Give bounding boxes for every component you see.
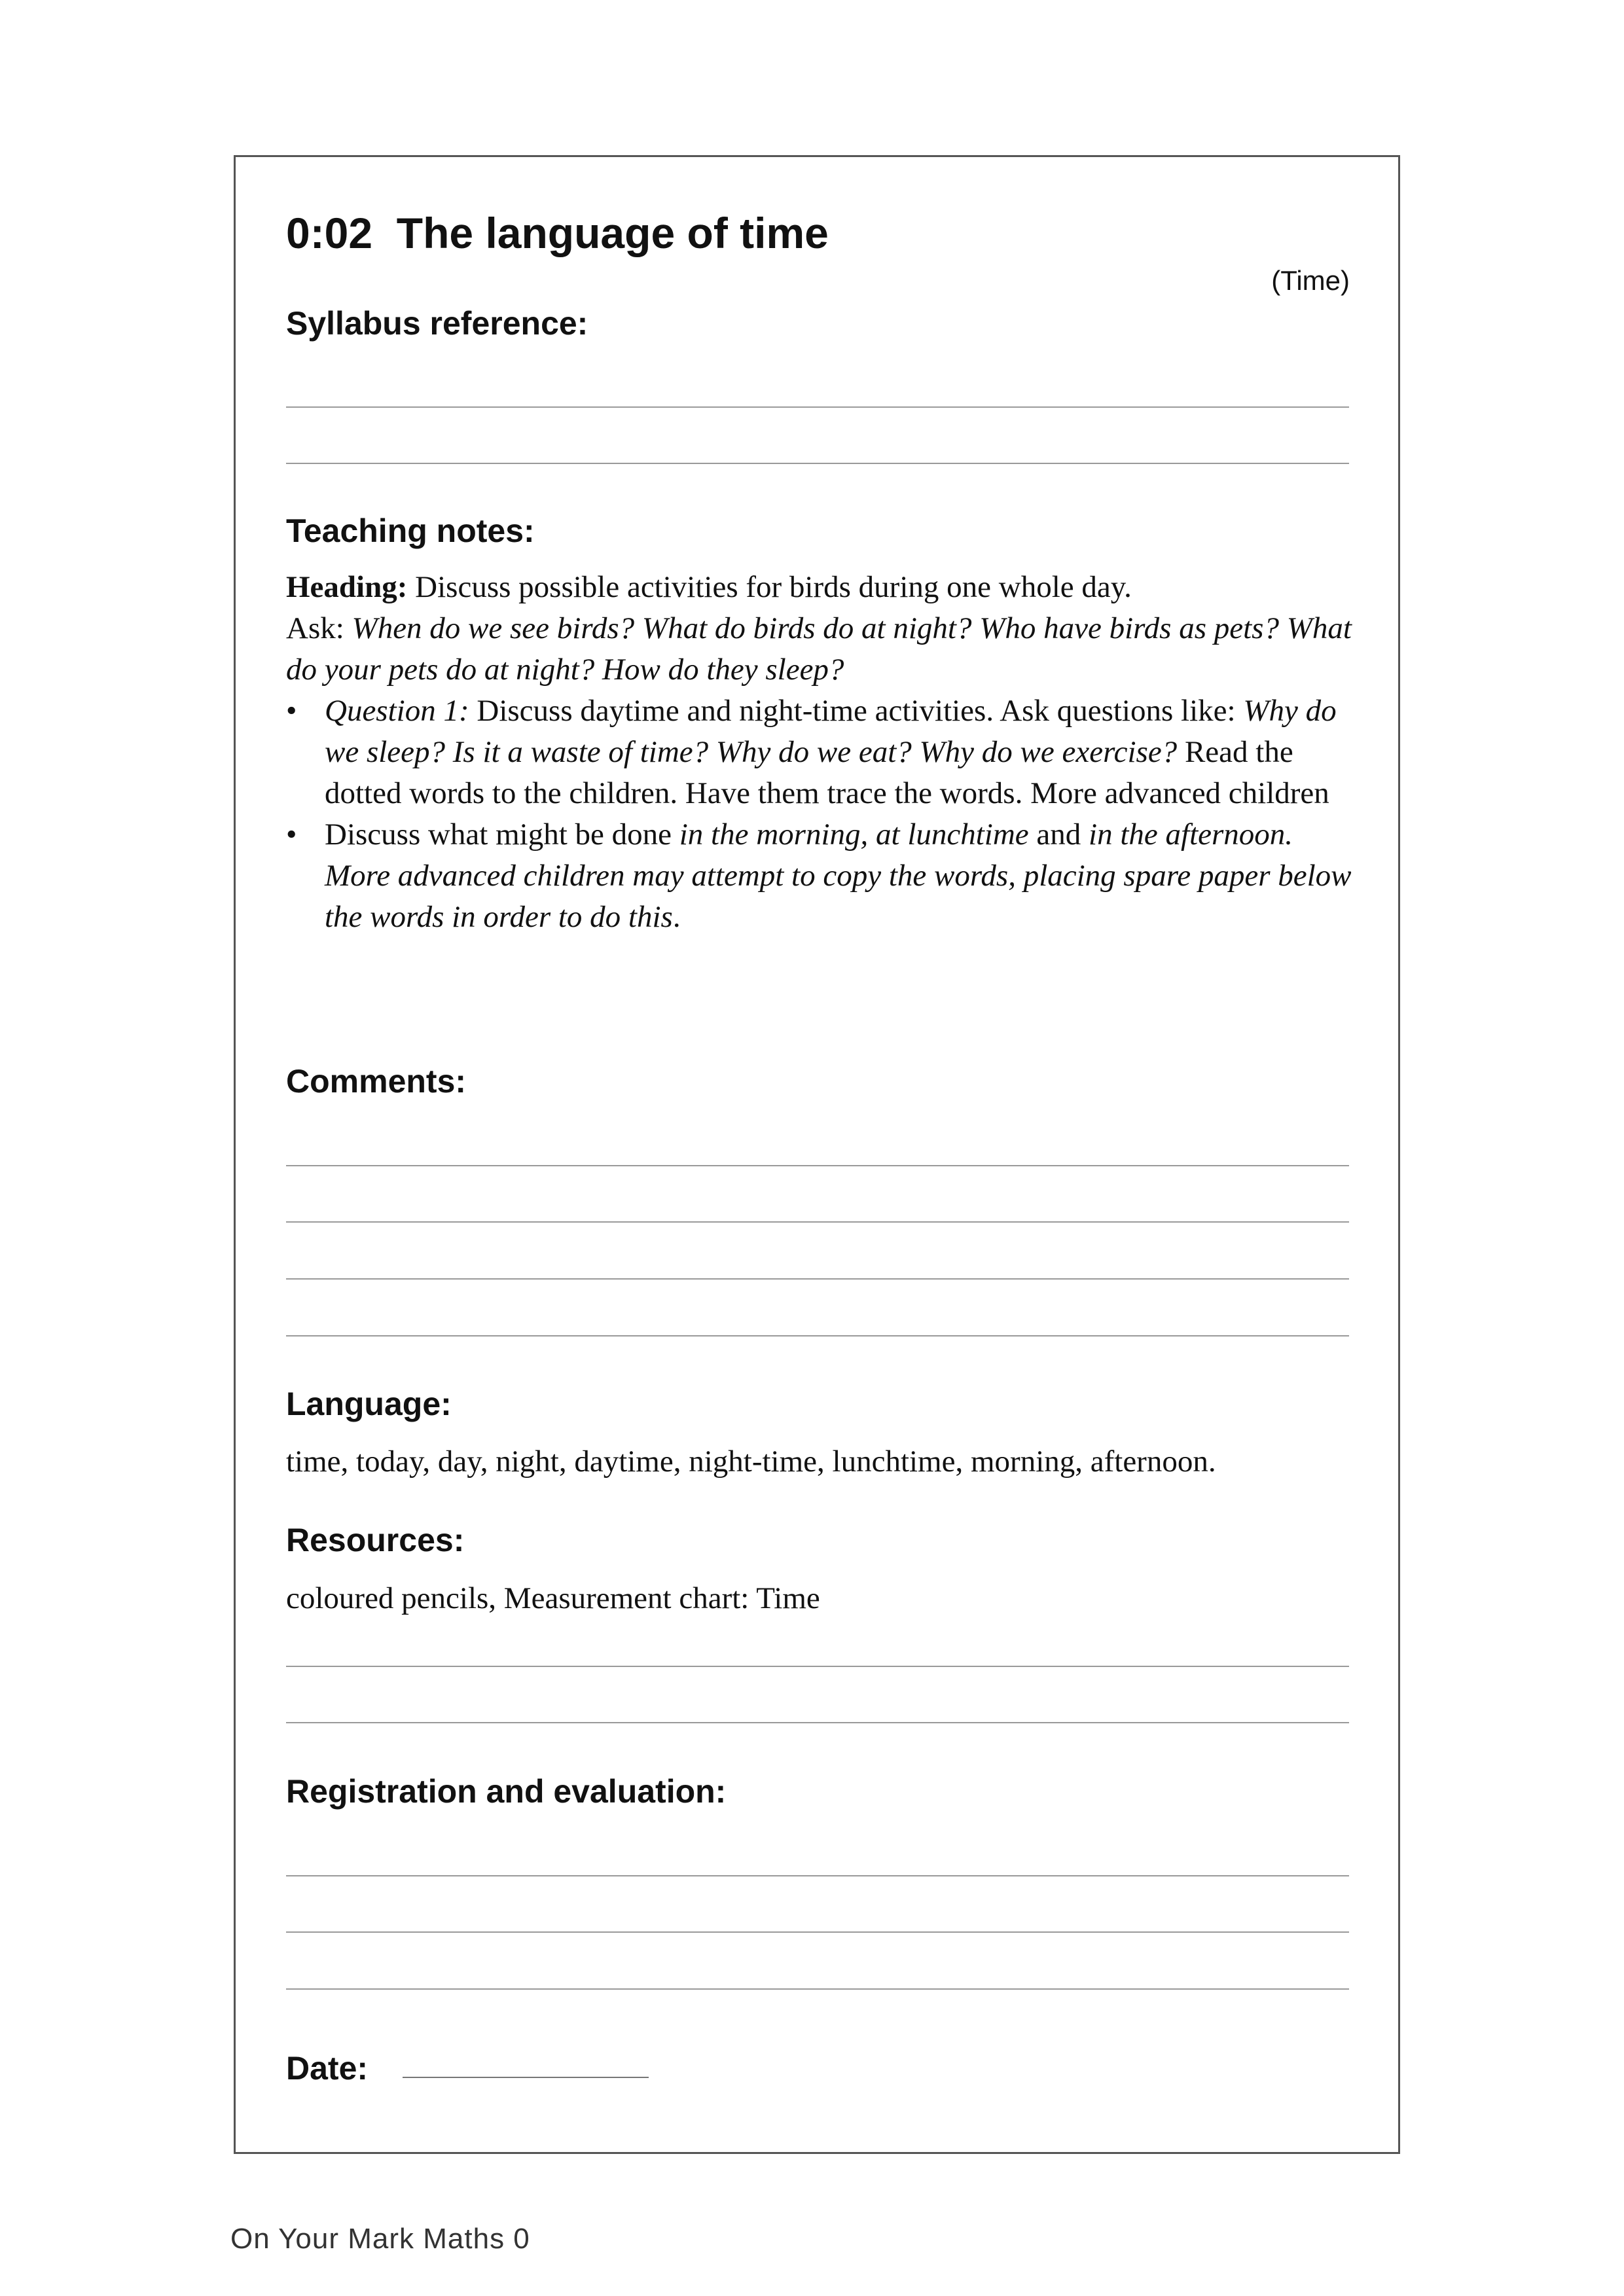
comments-line-4 [286, 1335, 1349, 1336]
question-label: Question 1: [325, 694, 469, 728]
resources-text: coloured pencils, Measurement chart: Time [286, 1581, 820, 1615]
language-heading: Language: [286, 1386, 452, 1422]
date-label: Date: [286, 2050, 369, 2087]
teaching-notes-heading: Teaching notes: [286, 512, 535, 549]
discuss-text: Discuss what might be done [325, 817, 679, 852]
date-line [403, 2077, 649, 2078]
language-text: time, today, day, night, daytime, night-time, lunchtime, morning, afternoon. [286, 1444, 1216, 1479]
registration-line-2 [286, 1931, 1349, 1933]
heading-note-label: Heading: [286, 570, 408, 604]
resources-line-1 [286, 1666, 1349, 1667]
comments-heading: Comments: [286, 1063, 467, 1100]
registration-line-3 [286, 1988, 1349, 1990]
discuss-times-2: in the afternoon. More advanced children may attempt to copy the words, placing spare paper below the words in order to do this [325, 817, 1352, 934]
syllabus-heading: Syllabus reference: [286, 305, 588, 342]
syllabus-line-2 [286, 463, 1349, 464]
resources-line-2 [286, 1722, 1349, 1723]
page-footer: On Your Mark Maths 0 [230, 2223, 530, 2255]
comments-line-2 [286, 1221, 1349, 1223]
worksheet-frame [234, 155, 1400, 2154]
page-title: 0:02 The language of time [286, 209, 829, 257]
question-examples: Why do we sleep? Is it a waste of time? Why do we eat? Why do we exercise? [325, 694, 1337, 769]
notes-list [286, 691, 1360, 938]
list-item [286, 814, 1360, 938]
comments-line-1 [286, 1165, 1349, 1166]
ask-label: Ask: [286, 611, 352, 645]
ask-note [286, 608, 1360, 691]
ask-questions: When do we see birds? What do birds do at night? Who have birds as pets? What do your pets do at night? How do they sleep? [286, 611, 1352, 687]
heading-note-text: Discuss possible activities for birds during one whole day. [407, 570, 1132, 604]
teaching-notes-body [286, 567, 1360, 938]
syllabus-line-1 [286, 406, 1349, 408]
subject-label: (Time) [1271, 265, 1350, 296]
registration-line-1 [286, 1875, 1349, 1876]
discuss-and: and [1028, 817, 1089, 852]
comments-line-3 [286, 1278, 1349, 1280]
question-instructions: Discuss daytime and night-time activities. Ask questions like: [469, 694, 1244, 728]
discuss-end: . [672, 900, 681, 934]
resources-heading: Resources: [286, 1522, 465, 1558]
registration-heading: Registration and evaluation: [286, 1773, 727, 1810]
question-followup: Read the dotted words to the children. Have them trace the words. More advanced children [325, 735, 1329, 810]
heading-note [286, 567, 1360, 608]
list-item [286, 691, 1360, 814]
discuss-times-1: in the morning, at lunchtime [679, 817, 1029, 852]
